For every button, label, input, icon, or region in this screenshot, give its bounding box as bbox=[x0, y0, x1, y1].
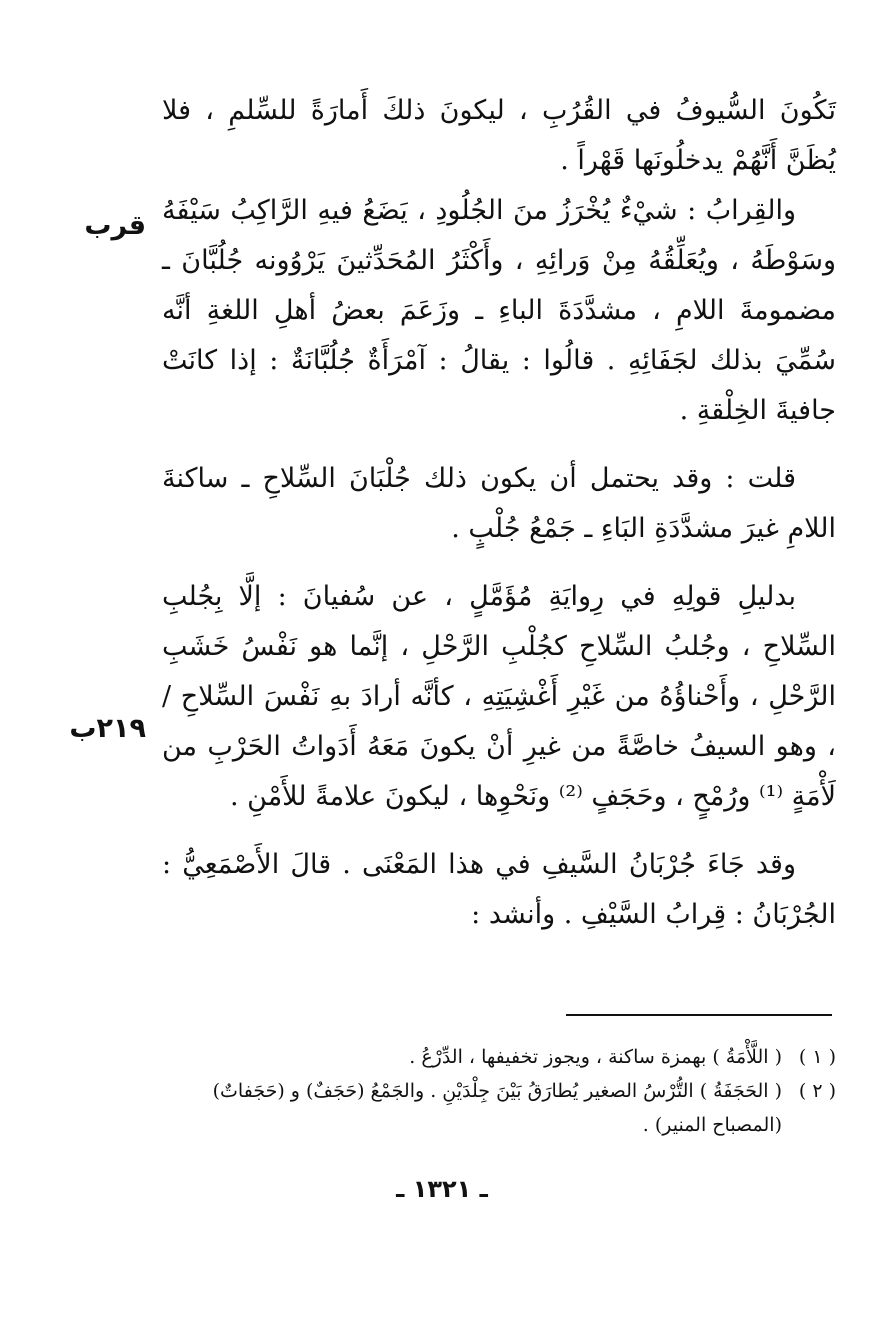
footnote-text: ( الحَجَفَةُ ) التُّرْسُ الصغير يُطارَقُ بَيْنَ جِلْدَيْنِ . والجَمْعُ (حَجَفٌ) و (حَجَفاتٌ) (المصباح المنير) . bbox=[212, 1080, 782, 1136]
footnote-number: ( ٢ ) bbox=[798, 1080, 836, 1102]
paragraph-4: بدليلِ قولِهِ في رِوايَةِ مُؤَمَّلٍ ، عن سُفيانَ : إلَّا بِجُلبِ السِّلاحِ ، وجُلبُ السِّلاحِ كجُلْبِ الرَّحْلِ ، إنَّما هو نَفْسُ خَشَبِ الرَّحْلِ ، وأَحْناؤُهُ من غَيْرِ أَغْشِيَتِهِ ، كأنَّه أرادَ بهِ نَفْسَ السِّلاحِ / ، وهو السيفُ خاصَّةً من غيرِ أنْ يكونَ مَعَهُ أَدَواتُ الحَرْبِ من لَأْمَةٍ ⁽¹⁾ ورُمْحٍ ، وحَجَفٍ ⁽²⁾ ونَحْوِها ، ليكونَ علامةً للأَمْنِ . bbox=[162, 581, 836, 812]
margin-note-qurb: قرب bbox=[84, 210, 146, 241]
footnote-2 bbox=[162, 1074, 836, 1142]
footnote-1 bbox=[162, 1040, 836, 1074]
paragraph-3: قلت : وقد يحتمل أن يكون ذلك جُلْبَانَ السِّلاحِ ـ ساكنةَ اللامِ غيرَ مشدَّدَةِ البَاءِ ـ جَمْعُ جُلْبٍ . bbox=[162, 463, 836, 544]
paragraph-2: والقِرابُ : شيْءٌ يُخْرَزُ منَ الجُلُودِ ، يَضَعُ فيهِ الرَّاكِبُ سَيْفَهُ وسَوْطَهُ ، ويُعَلِّقُهُ مِنْ وَرائِهِ ، وأَكْثَرُ المُحَدِّثينَ يَرْوُونه جُلُبَّانَ ـ مضمومةَ اللامِ ، مشدَّدَةَ الباءِ ـ وزَعَمَ بعضُ أهلِ اللغةِ أنَّه سُمِّيَ بذلك لجَفَائِهِ . قالُوا : يقالُ : آمْرَأَةٌ جُلُبَّانَةٌ : إذا كانَتْ جافيةَ الخِلْقةِ . bbox=[162, 195, 836, 426]
margin-note-folio: ٢١٩ب bbox=[69, 713, 146, 744]
footnote-divider bbox=[566, 1014, 832, 1016]
main-text bbox=[162, 86, 836, 940]
footnotes bbox=[162, 1040, 836, 1142]
footnote-text: ( اللَّأْمَةُ ) بهمزة ساكنة ، ويجوز تخفيفها ، الدِّرْعُ . bbox=[409, 1046, 782, 1068]
paragraph-5: وقد جَاءَ جُرْبَانُ السَّيفِ في هذا المَعْنَى . قالَ الأَصْمَعِيُّ : الجُرْبَانُ : قِرابُ السَّيْفِ . وأنشد : bbox=[162, 849, 836, 930]
page-number: ـ ١٣٢١ ـ bbox=[396, 1175, 488, 1203]
footnote-number: ( ١ ) bbox=[798, 1046, 836, 1068]
paragraph-1: تَكُونَ السُّيوفُ في القُرُبِ ، ليكونَ ذلكَ أَمارَةً للسِّلمِ ، فلا يُظَنَّ أَنَّهُمْ يدخلُونَها قَهْراً . bbox=[162, 95, 836, 176]
